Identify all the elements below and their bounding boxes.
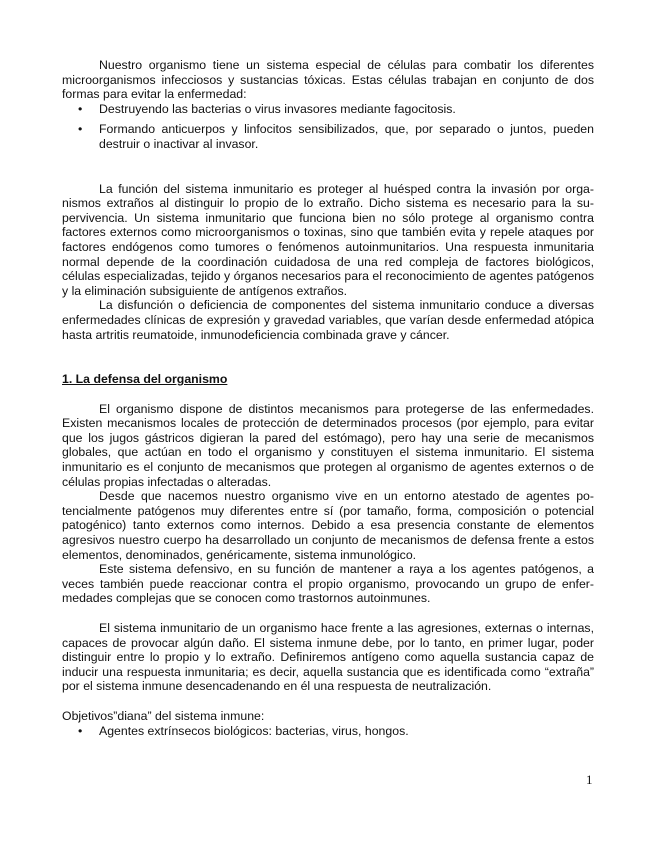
targets-bullet-list [62,724,594,739]
function-paragraph-1: La función del sistema inmunitario es proteger al huésped contra la invasión por organismos extraños al distinguir lo propio de lo extraño. Dicho sistema es necesario para la supervivencia. Un sistema inmunitario que funciona bien no sólo protege al organismo contra factores externos como microorganismos o toxinas, sino que también evita y repele ataques por factores endógenos como tumores o fenómenos autoinmunitarios. Una respuesta inmunitaria normal depende de la coordinación cuidadosa de una red compleja de factores biológicos, células especializadas, tejido y órganos necesarios para el reconocimiento de agentes patógenos y la eliminación subsiguiente de antígenos extraños. [62,181,594,298]
document-page [62,58,594,738]
page-number: 1 [586,772,593,787]
intro-bullet-list [62,102,594,152]
targets-label: Objetivos”diana” del sistema inmune: [62,708,265,723]
list-item-text: Formando anticuerpos y linfocitos sensibilizados, que, por separado o juntos, pueden destruir o inactivar al invasor. [99,122,594,151]
bullet-icon: • [78,122,83,137]
section-paragraph-4: El sistema inmunitario de un organismo hace frente a las agresiones, externas o internas, capaces de provocar algún daño. El sistema inmune debe, por lo tanto, en primer lugar, poder distinguir entre lo propio y lo extraño. Definiremos antígeno como aquella sustancia capaz de inducir una respuesta inmunitaria; es decir, aquella sustancia que es identificada como “extraña” por el sistema inmune desencadenando en él una respuesta de neutralización. [62,621,594,694]
list-item-text: Agentes extrínsecos biológicos: bacterias, virus, hongos. [99,723,409,738]
list-item [62,724,594,739]
section-heading: 1. La defensa del organismo [62,372,228,387]
bullet-icon: • [78,723,83,738]
bullet-icon: • [78,101,83,116]
section-paragraph-1: El organismo dispone de distintos mecanismos para protegerse de las enfermedades. Existen mecanismos locales de protección de determinados procesos (por ejemplo, para evitar que los jugos gástricos digieran la pared del estómago), pero hay una serie de mecanismos globales, que actúan en todo el organismo y constituyen el sistema inmunitario. El sistema inmunitario es el conjunto de mecanismos que protegen al organismo de agentes externos o de células propias infectadas o alteradas. [62,401,594,489]
list-item-text: Destruyendo las bacterias o virus invasores mediante fagocitosis. [99,101,456,116]
intro-paragraph: Nuestro organismo tiene un sistema especial de células para combatir los diferentes microorganismos infecciosos y sustancias tóxicas. Estas células trabajan en conjunto de dos formas para evitar la enfermedad: [62,58,594,102]
section-paragraph-3: Este sistema defensivo, en su función de mantener a raya a los agentes patógenos, a veces también puede reaccionar contra el propio organismo, provocando un grupo de enfermedades complejas que se conocen como trastornos autoinmunes. [62,562,594,606]
function-paragraph-2: La disfunción o deficiencia de componentes del sistema inmunitario conduce a diversas enfermedades clínicas de expresión y gravedad variables, que varían desde enfermedad atópica hasta artritis reumatoide, inmunodeficiencia combinada grave y cáncer. [62,298,594,342]
list-item [62,122,594,151]
section-paragraph-2: Desde que nacemos nuestro organismo vive en un entorno atestado de agentes potencialmente patógenos muy diferentes entre sí (por tamaño, forma, composición o potencial patogénico) tanto externos como internos. Debido a esa presencia constante de elementos agresivos nuestro cuerpo ha desarrollado un conjunto de mecanismos de defensa frente a estos elementos, denominados, genéricamente, sistema inmunológico. [62,489,594,562]
list-item [62,102,594,117]
